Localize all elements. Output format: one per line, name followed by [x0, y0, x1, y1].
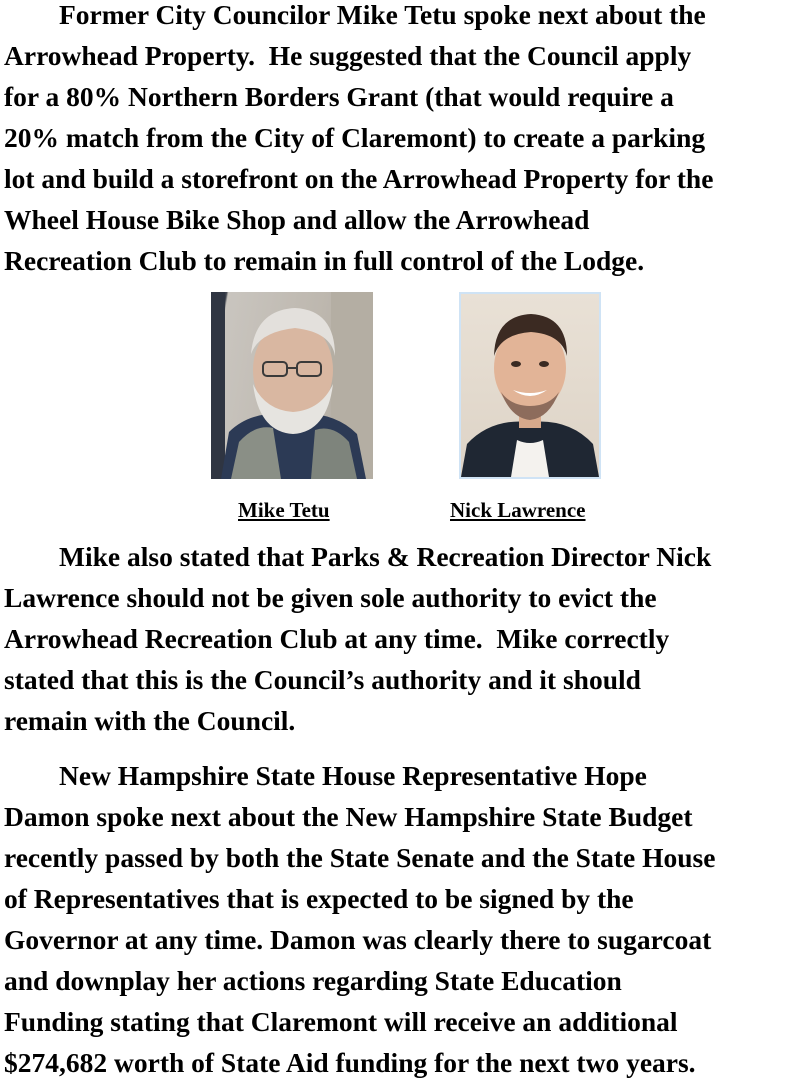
photo-mike-tetu — [211, 292, 373, 479]
portrait-lawrence-illustration — [461, 294, 599, 477]
text-line: Governor at any time. Damon was clearly there to sugarcoat — [4, 924, 712, 955]
paragraph-tetu-authority — [4, 536, 810, 741]
text-line: of Representatives that is expected to be signed by the — [4, 883, 634, 914]
text-line: Recreation Club to remain in full control of the Lodge. — [4, 245, 645, 276]
text-line: Damon spoke next about the New Hampshire State Budget — [4, 801, 693, 832]
text-line: Mike also stated that Parks & Recreation Director Nick — [4, 541, 712, 572]
text-line: 20% match from the City of Claremont) to create a parking — [4, 122, 706, 153]
text-line: and downplay her actions regarding State Education — [4, 965, 622, 996]
text-line: stated that this is the Council’s authority and it should — [4, 664, 641, 695]
paragraph-damon-budget — [4, 755, 810, 1083]
portrait-tetu-illustration — [211, 292, 373, 479]
text-line: Wheel House Bike Shop and allow the Arrowhead — [4, 204, 590, 235]
text-line: Funding stating that Claremont will receive an additional — [4, 1006, 678, 1037]
text-line: for a 80% Northern Borders Grant (that would require a — [4, 81, 674, 112]
photo-nick-lawrence — [459, 292, 601, 479]
paragraph-tetu-arrowhead — [4, 0, 810, 281]
text-line: New Hampshire State House Representative Hope — [4, 760, 647, 791]
text-line: Arrowhead Recreation Club at any time. Mike correctly — [4, 623, 670, 654]
text-line: remain with the Council. — [4, 705, 296, 736]
caption-mike-tetu: Mike Tetu — [238, 498, 330, 522]
text-line: recently passed by both the State Senate and the State House — [4, 842, 716, 873]
text-line: lot and build a storefront on the Arrowhead Property for the — [4, 163, 714, 194]
text-line: Lawrence should not be given sole authority to evict the — [4, 582, 657, 613]
text-line: $274,682 worth of State Aid funding for the next two years. — [4, 1047, 696, 1078]
caption-nick-lawrence: Nick Lawrence — [450, 498, 586, 522]
text-line: Arrowhead Property. He suggested that the Council apply — [4, 40, 692, 71]
text-line: Former City Councilor Mike Tetu spoke next about the — [4, 0, 706, 30]
